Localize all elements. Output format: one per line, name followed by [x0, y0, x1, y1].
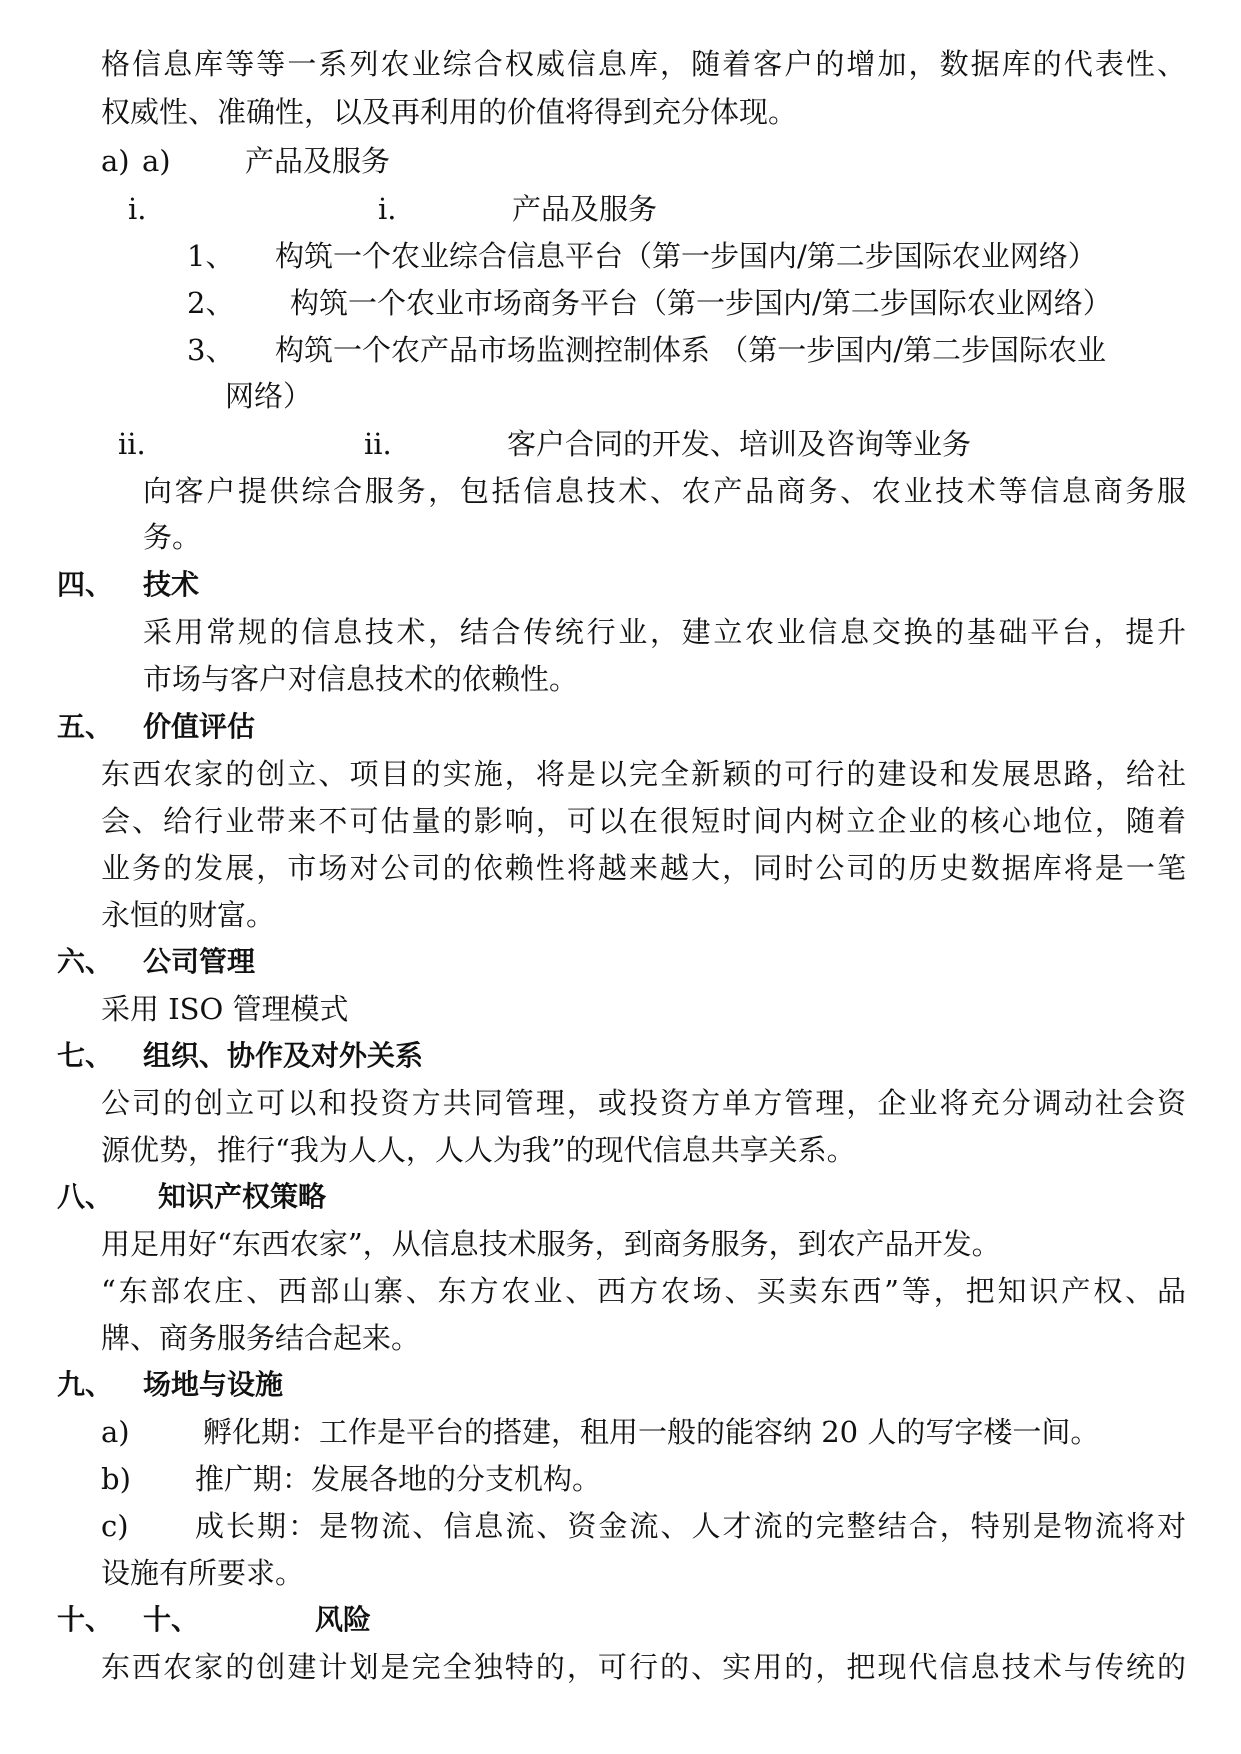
section-7-number: 七、: [57, 1039, 114, 1072]
section-8-line-3: 牌、商务服务结合起来。: [101, 1321, 421, 1355]
sub-ii-line-1: 向客户提供综合服务，包括信息技术、农产品商务、农业技术等信息商务服: [143, 474, 1186, 508]
section-10-line-1: 东西农家的创建计划是完全独特的，可行的、实用的，把现代信息技术与传统的: [101, 1650, 1186, 1684]
section-9-item-b-number: b): [101, 1462, 131, 1496]
section-6-line-1: 采用 ISO 管理模式: [101, 992, 349, 1026]
section-5-line-4: 永恒的财富。: [101, 898, 276, 932]
section-5-line-2: 会、给行业带来不可估量的影响，可以在很短时间内树立企业的核心地位，随着: [101, 804, 1186, 838]
sub-ii-line-2: 务。: [143, 520, 202, 554]
section-6-number: 六、: [57, 945, 114, 978]
section-9-item-a-number: a): [101, 1415, 130, 1449]
section-9-item-c-continuation: 设施有所要求。: [101, 1556, 305, 1590]
item-3-number: 3、: [187, 333, 235, 367]
section-5-title: 价值评估: [143, 710, 256, 743]
section-8-number: 八、: [57, 1180, 114, 1213]
sub-ii-number: ii.: [118, 427, 146, 461]
section-8-title: 知识产权策略: [158, 1180, 327, 1213]
intro-line-1: 格信息库等等一系列农业综合权威信息库，随着客户的增加，数据库的代表性、: [101, 47, 1186, 81]
intro-line-2: 权威性、准确性，以及再利用的价值将得到充分体现。: [101, 95, 798, 129]
section-5-number: 五、: [57, 710, 114, 743]
item-1-number: 1、: [187, 239, 235, 273]
section-4-title: 技术: [143, 568, 200, 601]
section-4-number: 四、: [57, 568, 114, 601]
item-2-text: 构筑一个农业市场商务平台（第一步国内/第二步国际农业网络）: [290, 286, 1112, 320]
section-9-item-b-text: 推广期：发展各地的分支机构。: [195, 1462, 602, 1496]
section-a-title: 产品及服务: [245, 144, 391, 178]
section-9-title: 场地与设施: [143, 1368, 284, 1401]
section-7-title: 组织、协作及对外关系: [143, 1039, 424, 1072]
section-9-item-c-text: 成长期：是物流、信息流、资金流、人才流的完整结合，特别是物流将对: [195, 1509, 1186, 1543]
section-a-number: a): [101, 144, 130, 178]
sub-i-title: 产品及服务: [512, 192, 658, 226]
section-7-line-2: 源优势，推行“我为人人，人人为我”的现代信息共享关系。: [101, 1133, 856, 1167]
section-9-item-c-number: c): [101, 1509, 129, 1543]
section-9-item-a-text: 孵化期：工作是平台的搭建，租用一般的能容纳 20 人的写字楼一间。: [203, 1415, 1100, 1449]
section-a-number-dup: a): [142, 144, 171, 178]
section-10-number: 十、: [57, 1603, 114, 1636]
sub-i-number-dup: i.: [378, 192, 397, 226]
item-2-number: 2、: [187, 286, 235, 320]
section-8-line-1: 用足用好“东西农家”，从信息技术服务，到商务服务，到农产品开发。: [101, 1227, 1001, 1261]
section-7-line-1: 公司的创立可以和投资方共同管理，或投资方单方管理，企业将充分调动社会资: [101, 1086, 1186, 1120]
item-1-text: 构筑一个农业综合信息平台（第一步国内/第二步国际农业网络）: [275, 239, 1097, 273]
section-9-number: 九、: [57, 1368, 114, 1401]
section-5-line-1: 东西农家的创立、项目的实施，将是以完全新颖的可行的建设和发展思路，给社: [101, 757, 1186, 791]
section-4-line-2: 市场与客户对信息技术的依赖性。: [143, 662, 579, 696]
section-8-line-2: “东部农庄、西部山寨、东方农业、西方农场、买卖东西”等，把知识产权、品: [101, 1274, 1186, 1308]
section-4-line-1: 采用常规的信息技术，结合传统行业，建立农业信息交换的基础平台，提升: [143, 615, 1186, 649]
sub-i-number: i.: [128, 192, 147, 226]
item-3-text: 构筑一个农产品市场监测控制体系 （第一步国内/第二步国际农业: [275, 333, 1106, 367]
section-10-number-dup: 十、: [143, 1603, 200, 1636]
section-6-title: 公司管理: [143, 945, 256, 978]
sub-ii-title: 客户合同的开发、培训及咨询等业务: [507, 427, 972, 461]
section-5-line-3: 业务的发展，市场对公司的依赖性将越来越大，同时公司的历史数据库将是一笔: [101, 851, 1186, 885]
sub-ii-number-dup: ii.: [364, 427, 392, 461]
item-3-continuation: 网络）: [225, 379, 313, 413]
section-10-title: 风险: [315, 1603, 372, 1636]
